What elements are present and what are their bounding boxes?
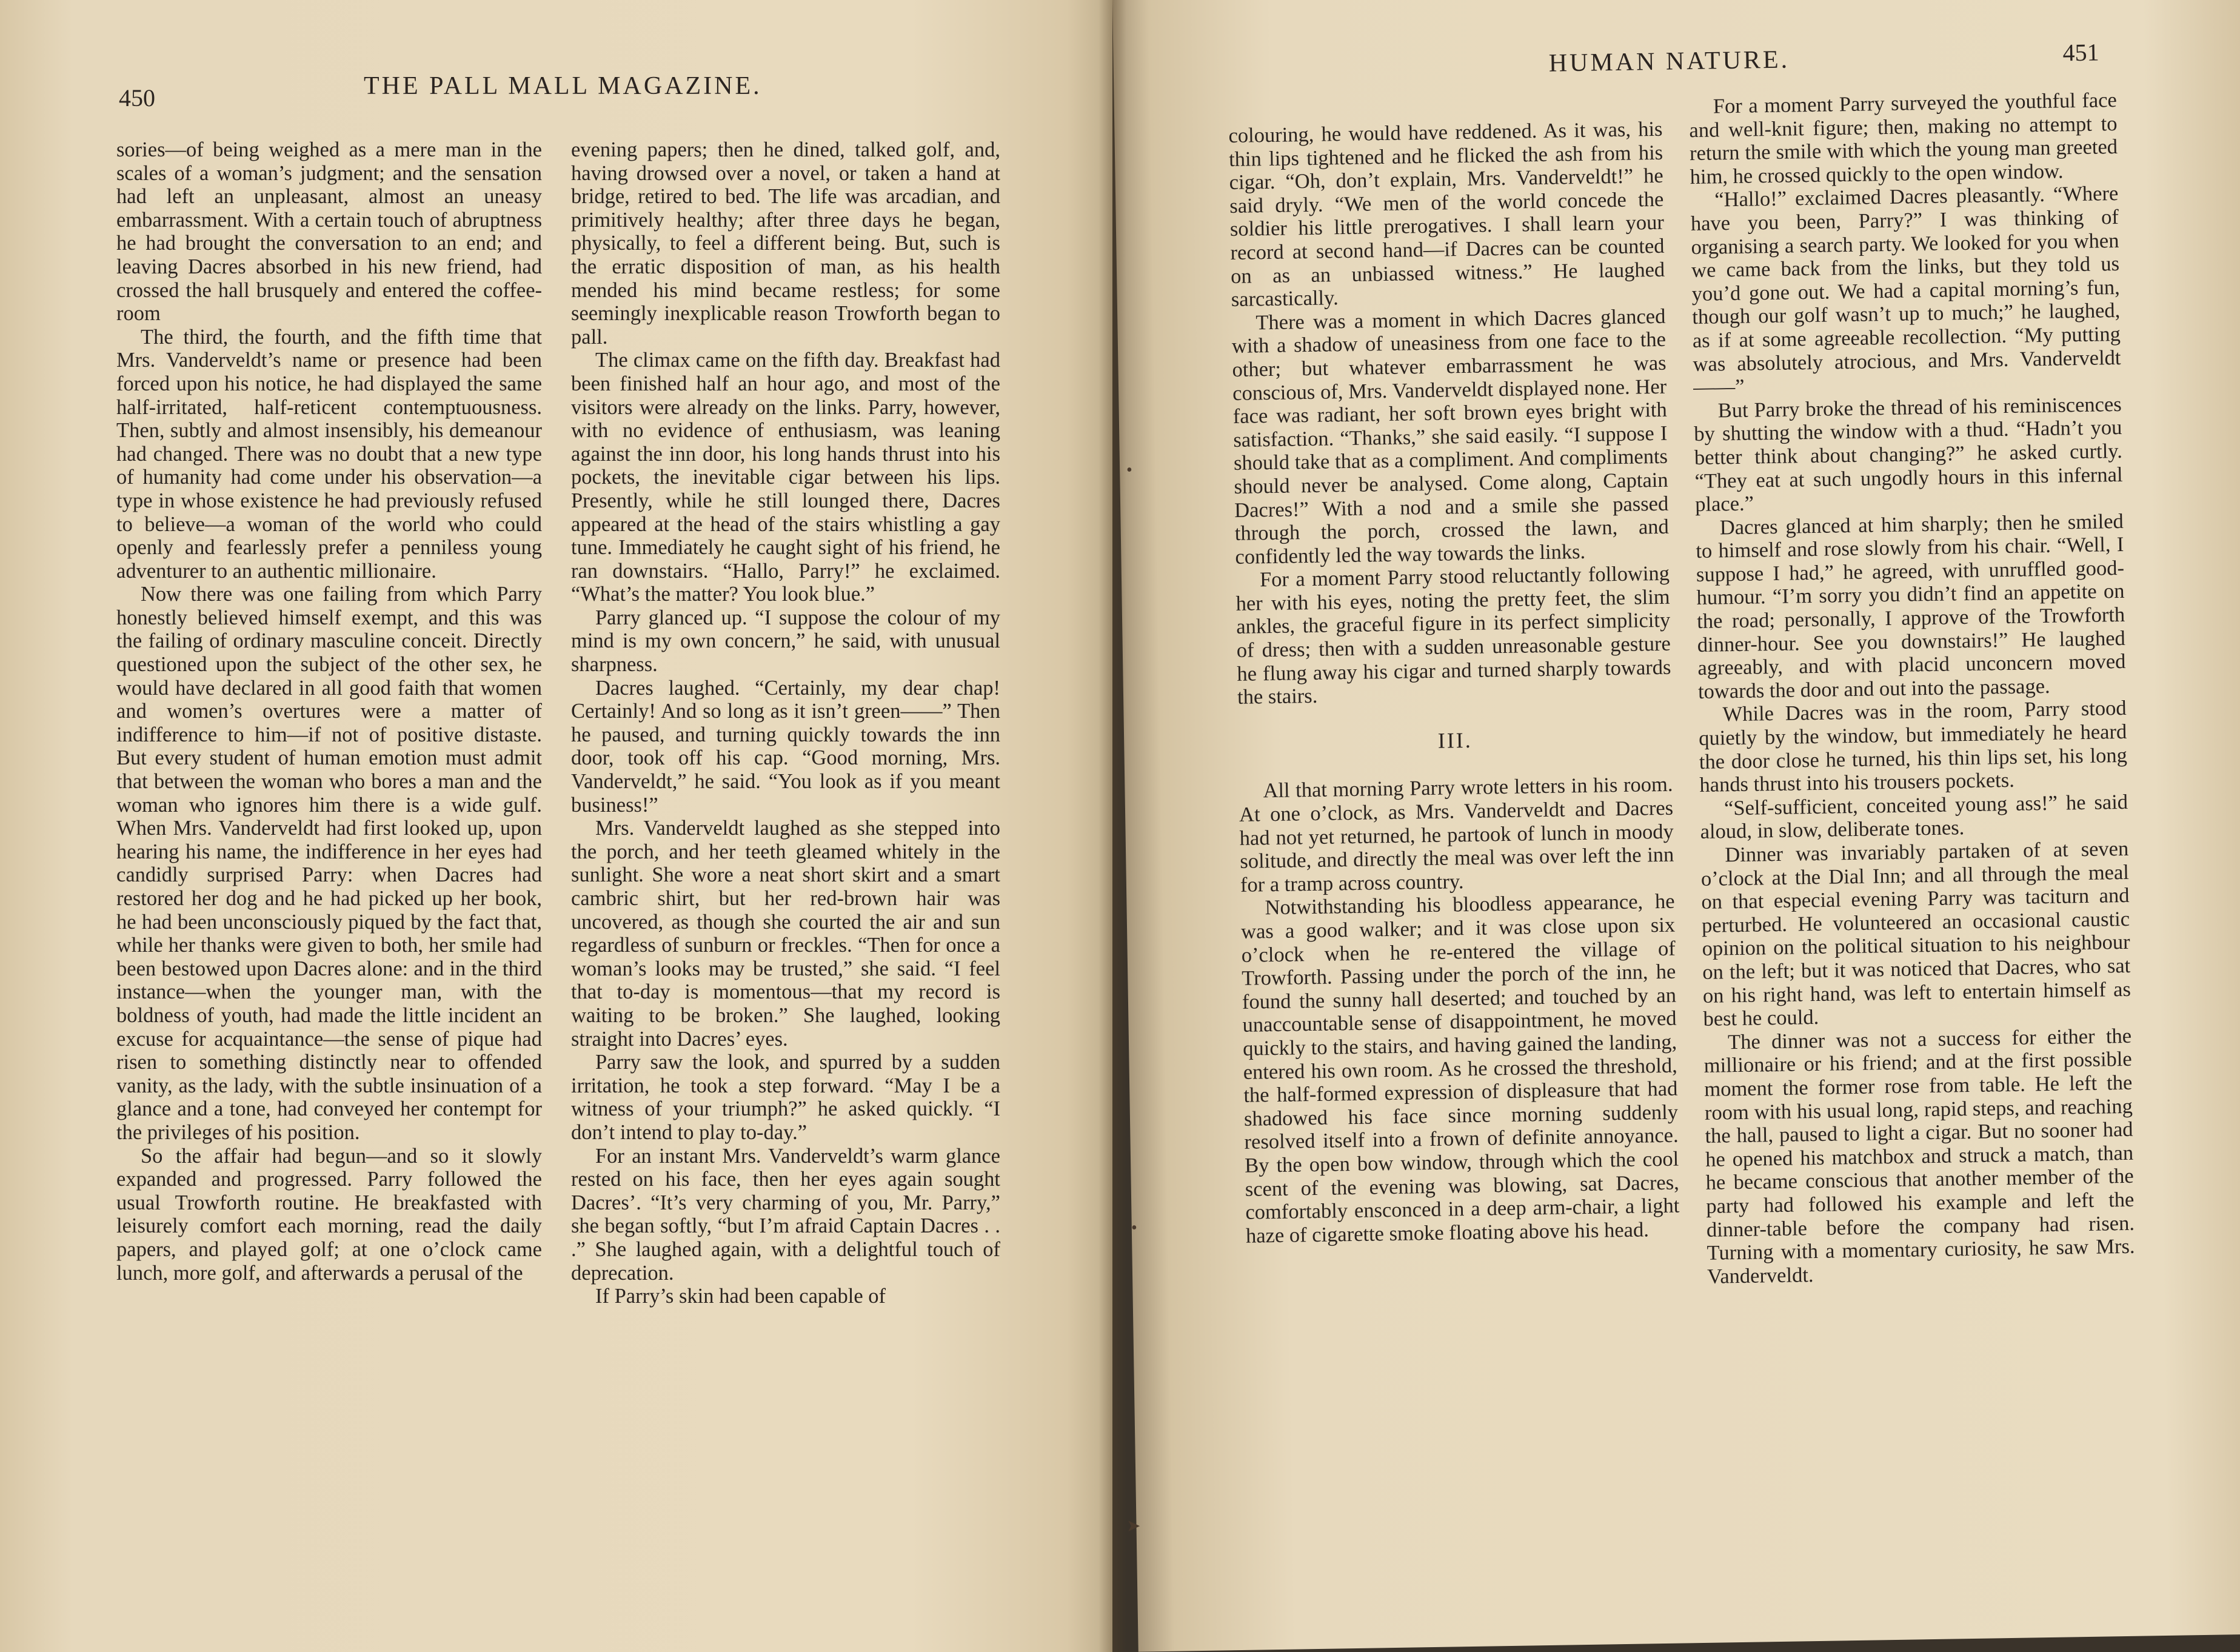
paragraph: So the affair had begun—and so it slowly expanded and progressed. Parry followed the usual Trowforth routine. He breakfasted with leisurely comfort each morning, read the daily papers, and played golf; at one o’clock came lunch, more golf, and afterwards a perusal of the bbox=[116, 1144, 542, 1285]
paragraph: There was a moment in which Dacres glanced with a shadow of uneasiness from one face to the other; but whatever embarrassment he was conscious of, Mrs. Vanderveldt displayed none. Her face was radiant, her soft brown eyes bright with satisfaction. “Thanks,” she said easily. “I suppose I should take that as a compliment. And compliments should never be analysed. Come along, Captain Dacres!” With a nod and a smile she passed through the porch, crossed the lawn, and confidently led the way towards the links. bbox=[1231, 304, 1670, 569]
left-page bbox=[0, 0, 1112, 1652]
binding-mark-icon: • bbox=[1131, 1219, 1137, 1237]
right-column-2 bbox=[1689, 89, 2136, 1288]
paragraph: All that morning Parry wrote letters in his room. At one o’clock, as Mrs. Vanderveldt and Dacres had not yet returned, he partook of lunch in moody solitude, and directly the meal was over left the inn for a tramp across country. bbox=[1239, 773, 1674, 897]
paragraph: For a moment Parry stood reluctantly following her with his eyes, noting the pretty feet, the slim ankles, the graceful figure in its perfect simplicity of dress; then with a sudden unreasonable gesture he flung away his cigar and turned sharply towards the stairs. bbox=[1235, 561, 1671, 709]
paragraph: But Parry broke the thread of his reminiscences by shutting the window with a thud. “Hadn’t you better think about changing?” he asked curtly. “They eat at such ungodly hours in this infernal place.” bbox=[1694, 392, 2123, 517]
binding-mark-icon: • bbox=[1126, 461, 1132, 480]
paragraph: The third, the fourth, and the fifth time that Mrs. Vanderveldt’s name or presence had been forced upon his notice, he had displayed the same half-irritated, half-reticent contemptuousness. Then, subtly and almost insensibly, his demeanour had changed. There was no doubt that a new type of humanity had come under his observation—a type in whose existence he had previously refused to believe—a woman of the world who could openly and fearlessly prefer a penniless young adventurer to an authentic millionaire. bbox=[116, 325, 542, 583]
paragraph: The climax came on the fifth day. Breakfast had been finished half an hour ago, and most of the visitors were already on the links. Parry, however, with no evidence of enthusiasm, was leaning against the inn door, his long hands thrust into his pockets, the inevitable cigar between his lips. Presently, while he still lounged there, Dacres appeared at the head of the stairs whistling a gay tune. Immediately he caught sight of his friend, he ran downstairs. “Hallo, Parry!” he exclaimed. “What’s the matter? You look blue.” bbox=[571, 349, 1000, 606]
paragraph: evening papers; then he dined, talked golf, and, having drowsed over a novel, or taken a hand at bridge, retired to bed. The life was arcadian, and primitively healthy; after three days he began, physically, to feel a different being. But, such is the erratic disposition of man, as his health mended his mind became restless; for some seemingly inexplicable reason Trowforth began to pall. bbox=[571, 138, 1000, 349]
right-page bbox=[1112, 0, 2240, 1652]
paragraph: While Dacres was in the room, Parry stood quietly by the window, but immediately he heard the door close he turned, his thin lips set, his long hands thrust into his trousers pockets. bbox=[1698, 697, 2128, 797]
paragraph: colouring, he would have reddened. As it was, his thin lips tightened and he flicked the ash from his cigar. “Oh, don’t explain, Mrs. Vanderveldt!” he said dryly. “We men of the world concede the soldier his little prerogatives. I shall learn your record at second hand—if Dacres can be counted on as an unbiassed witness.” He laughed sarcastically. bbox=[1228, 117, 1665, 312]
paragraph: For an instant Mrs. Vanderveldt’s warm glance rested on his face, then her eyes again sought Dacres’. “It’s very charming of you, Mr. Parry,” she began softly, “but I’m afraid Captain Dacres . . .” She laughed again, with a delightful touch of deprecation. bbox=[571, 1144, 1000, 1285]
section-number: III. bbox=[1437, 727, 1473, 753]
running-head: HUMAN NATURE. bbox=[1548, 45, 1790, 78]
paragraph: Mrs. Vanderveldt laughed as she stepped into the porch, and her teeth gleamed whitely in the sunlight. She wore a neat short skirt and a smart cambric shirt, but her red-brown hair was uncovered, as though she courted the air and sun regardless of sunburn or freckles. “Then for once a woman’s looks may be trusted,” she said. “I feel that to-day is momentous—that my record is waiting to be broken.” She laughed, looking straight into Dacres’ eyes. bbox=[571, 817, 1000, 1051]
page-number: 450 bbox=[119, 84, 155, 112]
left-column-2 bbox=[571, 138, 1000, 1308]
binding-mark-icon: ➤ bbox=[1126, 1517, 1141, 1536]
left-column-1 bbox=[116, 138, 542, 1285]
paragraph: For a moment Parry surveyed the youthful face and well-knit figure; then, making no attempt to return the smile with which the young man greeted him, he crossed quickly to the open window. bbox=[1689, 88, 2118, 189]
paragraph: Dacres laughed. “Certainly, my dear chap! Certainly! And so long as it isn’t green——” Then he paused, and turning quickly towards the inn door, took off his cap. “Good morning, Mrs. Vanderveldt,” he said. “You look as if you meant business!” bbox=[571, 676, 1000, 817]
paragraph: Now there was one failing from which Parry honestly believed himself exempt, and this was the failing of ordinary masculine conceit. Directly questioned upon the subject of the other sex, he would have declared in all good faith that women and women’s overtures were a matter of indifference to him—if not of positive distaste. But every student of human emotion must admit that between the woman who bores a man and the woman who ignores him there is a wide gulf. When Mrs. Vanderveldt had first looked up, upon hearing his name, the indifference in her eyes had candidly surprised Parry: when Dacres had restored her dog and he had picked up her book, he had been unconsciously piqued by the fact that, while her thanks were given to both, her smile had been bestowed upon Dacres alone: and in the third instance—when the younger man, with the boldness of youth, had made the little incident an excuse for acquaintance—the sense of pique had risen to something distinctly near to offended vanity, as the lady, with the subtle insinuation of a glance and a tone, had conveyed her contempt for the privileges of his position. bbox=[116, 583, 542, 1144]
right-column-1 bbox=[1228, 118, 1680, 1248]
running-head: THE PALL MALL MAGAZINE. bbox=[364, 72, 762, 100]
paragraph: “Hallo!” exclaimed Dacres pleasantly. “Where have you been, Parry?” I was thinking of organising a search party. We looked for you when we came back from the links, but they told us you’d gone out. We had a capital morning’s fun, though our golf wasn’t up to much;” he laughed, as if at some agreeable recollection. “My putting was absolutely atrocious, and Mrs. Vanderveldt——” bbox=[1690, 182, 2121, 400]
paragraph: Parry saw the look, and spurred by a sudden irritation, he took a step forward. “May I be a witness of your triumph?” he asked quickly. “I don’t intend to play to-day.” bbox=[571, 1051, 1000, 1144]
paragraph: Dinner was invariably partaken of at seven o’clock at the Dial Inn; and all through the meal on that especial evening Parry was taciturn and perturbed. He volunteered an occasional caustic opinion on the political situation to his neighbour on the left; but it was noticed that Dacres, who sat on his right hand, was left to entertain himself as best he could. bbox=[1700, 837, 2131, 1031]
paragraph: “Self-sufficient, conceited young ass!” he said aloud, in slow, deliberate tones. bbox=[1700, 790, 2128, 844]
paragraph: Notwithstanding his bloodless appearance, he was a good walker; and it was close upon six o’clock when he re-entered the village of Trowforth. Passing under the porch of the inn, he found the sunny hall deserted; and touched by an unaccountable sense of disappointment, he moved quickly to the stairs, and having gained the landing, entered his own room. As he crossed the threshold, the half-formed expression of displeasure that had shadowed his face since morning suddenly resolved itself into a frown of definite annoyance. By the open bow window, through which the cool scent of the evening was blowing, sat Dacres, comfortably ensconced in a deep arm-chair, a light haze of cigarette smoke floating above his head. bbox=[1240, 890, 1680, 1248]
book-gutter bbox=[1098, 0, 1126, 1652]
paragraph: The dinner was not a success for either the millionaire or his friend; and at the first possible moment the former rose from table. He left the room with his usual long, rapid steps, and reaching the hall, paused to light a cigar. But no sooner had he opened his matchbox and struck a match, than he became conscious that another member of the party had followed his example and left the dinner-table before the company had risen. Turning with a momentary curiosity, he saw Mrs. Vanderveldt. bbox=[1703, 1024, 2135, 1288]
page-number: 451 bbox=[2062, 38, 2099, 67]
paragraph: sories—of being weighed as a mere man in the scales of a woman’s judgment; and the sensation had left an unpleasant, almost an uneasy embarrassment. With a certain touch of abruptness he had brought the conversation to an end; and leaving Dacres absorbed in his new friend, had crossed the hall brusquely and entered the coffee-room bbox=[116, 138, 542, 326]
paragraph: Parry glanced up. “I suppose the colour of my mind is my own concern,” he said, with unusual sharpness. bbox=[571, 606, 1000, 677]
paragraph: If Parry’s skin had been capable of bbox=[595, 1285, 886, 1308]
paragraph: Dacres glanced at him sharply; then he smiled to himself and rose slowly from his chair. “Well, I suppose I had,” he agreed, with unruffled good-humour. “I’m sorry you didn’t find an appetite on the road; personally, I approve of the Trowforth dinner-hour. See you downstairs!” He laughed agreeably, and with placid unconcern moved towards the door and out into the passage. bbox=[1696, 509, 2126, 703]
